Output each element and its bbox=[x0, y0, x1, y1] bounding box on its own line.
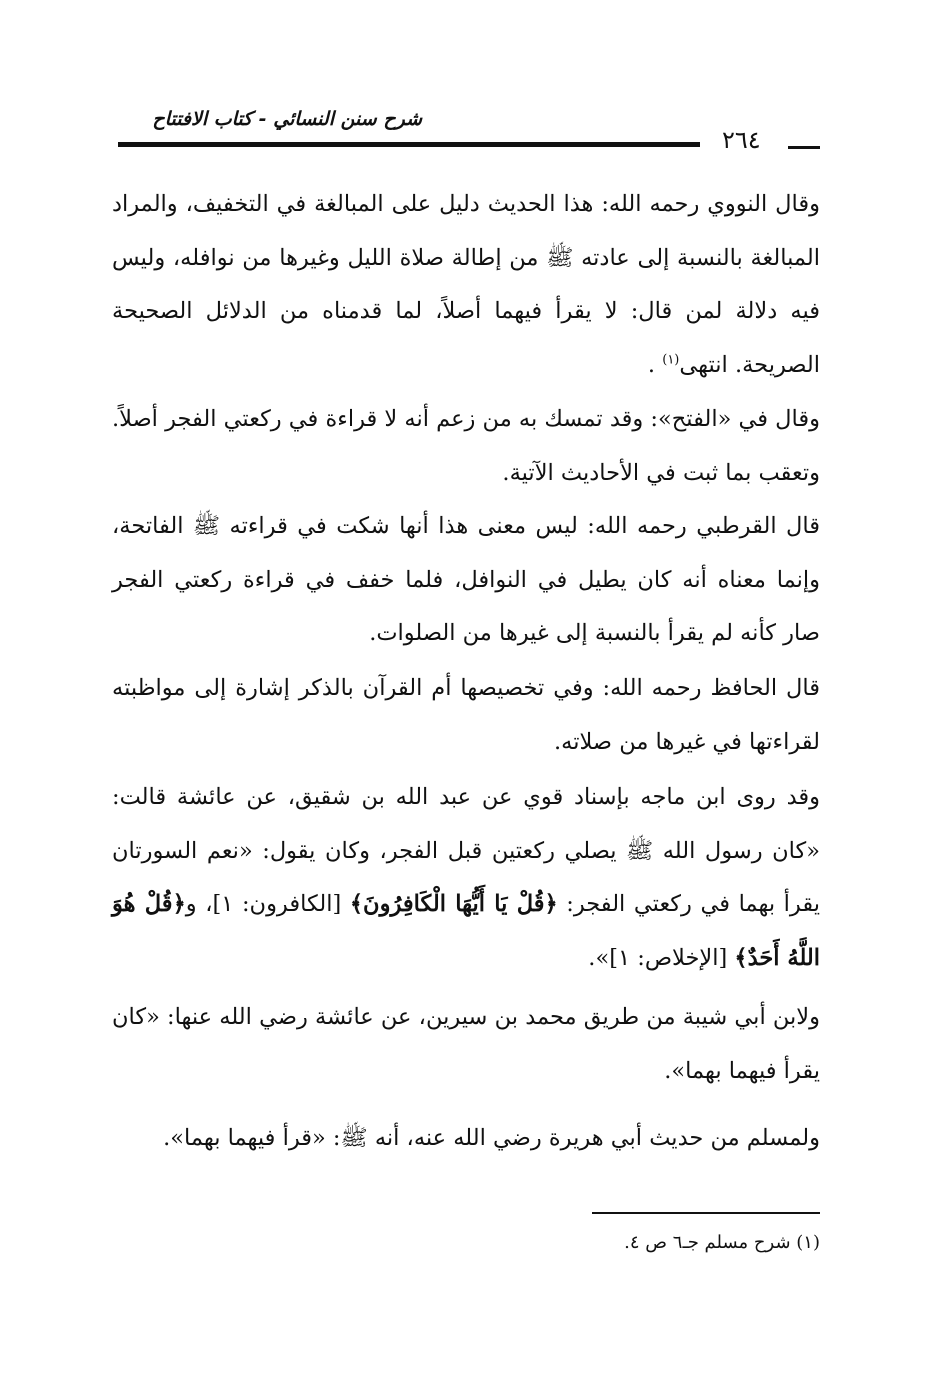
citation-ikhlas: [الإخلاص: ١]». bbox=[588, 944, 735, 971]
header-rule bbox=[118, 142, 700, 147]
paragraph-ibn-majah bbox=[112, 771, 820, 985]
page-number: ٢٦٤ bbox=[722, 126, 761, 154]
paragraph-fath: وقال في «الفتح»: وقد تمسك به من زعم أنه لا قراءة في ركعتي الفجر أصلاً. وتعقب بما ثبت في الأحاديث الآتية. bbox=[112, 406, 820, 486]
paragraph-qurtubi: قال القرطبي رحمه الله: ليس معنى هذا أنها شكت في قراءته ﷺ الفاتحة، وإنما معناه أنه كان يطيل في النوافل، فلما خفف في قراءة ركعتي الفجر صار كأنه لم يقرأ بالنسبة إلى غيرها من الصلوات. bbox=[112, 513, 820, 646]
footnote: (١) شرح مسلم جـ٦ ص ٤. bbox=[624, 1232, 820, 1253]
paragraph-hafiz: قال الحافظ رحمه الله: وفي تخصيصها أم القرآن بالذكر إشارة إلى مواظبته لقراءتها في غيرها من صلاته. bbox=[112, 675, 820, 755]
page-number-dash bbox=[788, 146, 820, 149]
paragraph-end: . bbox=[647, 351, 663, 378]
header-title: شرح سنن النسائي - كتاب الافتتاح bbox=[152, 108, 422, 130]
paragraph-text: وقد روى ابن ماجه بإسناد قوي عن عبد الله بن شقيق، عن عائشة قالت: «كان رسول الله ﷺ يصلي ركعتين قبل الفجر، وكان يقول: «نعم السورتان يقرأ بهما في ركعتي الفجر: bbox=[112, 784, 820, 917]
paragraph-text: وقال النووي رحمه الله: هذا الحديث دليل على المبالغة في التخفيف، والمراد المبالغة بالنسبة إلى عادته ﷺ من إطالة صلاة الليل وغيرها من نوافله، وليس فيه دلالة لمن قال: لا يقرأ فيهما أصلاً، لما قدمناه من الدلائل الصحيحة الصريحة. انتهى bbox=[112, 191, 820, 378]
paragraph-nawawi bbox=[112, 178, 820, 392]
paragraph-ibn-abi-shaybah: ولابن أبي شيبة من طريق محمد بن سيرين، عن عائشة رضي الله عنها: «كان يقرأ فيهما بهما». bbox=[112, 1004, 820, 1084]
quran-verse-kafirun: ﴿قُلْ يَا أَيُّهَا الْكَافِرُونَ﴾ bbox=[349, 891, 558, 917]
footnote-ref: (١) bbox=[662, 352, 680, 367]
quran-verse-ikhlas: ﴿قُلْ هُوَ اللَّهُ أَحَدٌ﴾ bbox=[112, 891, 820, 971]
paragraph-muslim: ولمسلم من حديث أبي هريرة رضي الله عنه، أنه ﷺ: «قرأ فيهما بهما». bbox=[163, 1125, 820, 1151]
citation-kafirun: [الكافرون: ١]، و bbox=[185, 891, 350, 917]
footnote-rule bbox=[592, 1212, 820, 1214]
